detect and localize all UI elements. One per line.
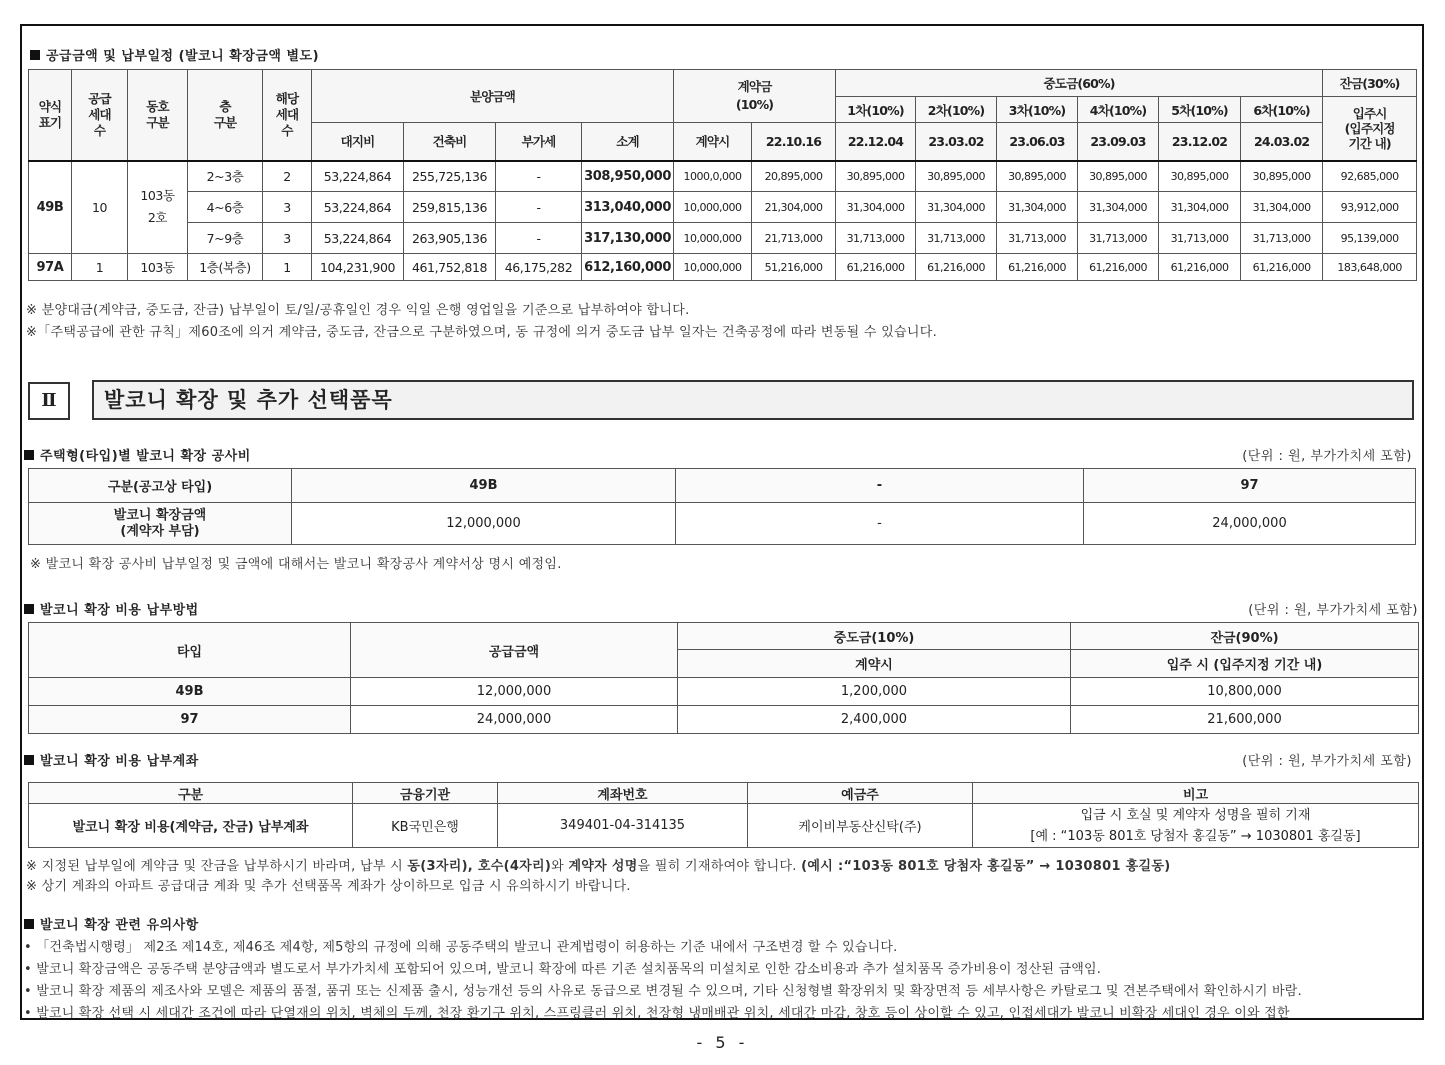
cell-m6: 31,304,000 — [1241, 192, 1323, 223]
cell-vat: - — [496, 192, 582, 223]
cell-m1: 61,216,000 — [836, 254, 916, 281]
cell-construction: 263,905,136 — [404, 223, 496, 254]
cell-category: 발코니 확장 비용(계약금, 잔금) 납부계좌 — [29, 804, 353, 848]
hdr-balance: 잔금(30%) — [1323, 70, 1417, 97]
cell-units: 1 — [72, 254, 128, 281]
cell-vat: 46,175,282 — [496, 254, 582, 281]
table-row — [29, 254, 1417, 281]
cell-dep1: 10,000,000 — [674, 254, 752, 281]
account-unit: (단위 : 원, 부가가치세 포함) — [1242, 754, 1412, 769]
cell-balance: 92,685,000 — [1323, 161, 1417, 192]
cell-dep2: 20,895,000 — [752, 161, 836, 192]
cell-dep1: 10,000,000 — [674, 223, 752, 254]
cell-m6: 30,895,000 — [1241, 161, 1323, 192]
cell-building: 103동 2호 — [128, 161, 188, 254]
cell-floor: 1층(복층) — [188, 254, 263, 281]
cell-amount: 24,000,000 — [351, 706, 678, 734]
cell-m2: 31,304,000 — [916, 192, 997, 223]
cell-construction: 259,815,136 — [404, 192, 496, 223]
cell-middle: 1,200,000 — [678, 678, 1071, 706]
hdr-category: 구분 — [29, 783, 353, 804]
cell-balance: 93,912,000 — [1323, 192, 1417, 223]
cell-subtotal: 612,160,000 — [582, 254, 674, 281]
account-table — [28, 782, 1419, 848]
payment-method-unit: (단위 : 원, 부가가치세 포함) — [1248, 603, 1418, 618]
hdr-m4: 4차(10%) — [1078, 97, 1159, 123]
cell-floor: 4~6층 — [188, 192, 263, 223]
hdr-type-49b: 49B — [292, 469, 676, 503]
cell-balance: 183,648,000 — [1323, 254, 1417, 281]
cell-dep1: 1000,0,000 — [674, 161, 752, 192]
hdr-d4: 23.09.03 — [1078, 123, 1159, 161]
supply-heading: 공급금액 및 납부일정 (발코니 확장금액 별도) — [30, 45, 319, 64]
payment-method-table — [28, 622, 1419, 734]
caution-item: • 발코니 확장금액은 공동주택 분양금액과 별도로서 부가가치세 포함되어 있으며, 발코니 확장에 따른 기존 설치품목의 미설치로 인한 감소비용과 추가 설치품목 증가비용이 정산된 금액임. — [24, 962, 1102, 977]
cell-m2: 30,895,000 — [916, 161, 997, 192]
cell-dep2: 21,304,000 — [752, 192, 836, 223]
cell-count: 3 — [263, 223, 312, 254]
cautions-heading: 발코니 확장 관련 유의사항 — [24, 914, 199, 933]
hdr-land: 대지비 — [312, 123, 404, 161]
cell-blank: - — [676, 503, 1084, 545]
hdr-middle: 중도금(60%) — [836, 70, 1323, 97]
hdr-m5: 5차(10%) — [1159, 97, 1241, 123]
cell-m6: 61,216,000 — [1241, 254, 1323, 281]
cell-building: 103동 — [128, 254, 188, 281]
hdr-deposit-date: 22.10.16 — [752, 123, 836, 161]
cell-subtotal: 308,950,000 — [582, 161, 674, 192]
balcony-cost-unit: (단위 : 원, 부가가치세 포함) — [1242, 449, 1412, 464]
cell-floor: 2~3층 — [188, 161, 263, 192]
hdr-holder: 예금주 — [748, 783, 973, 804]
cell-m4: 31,713,000 — [1078, 223, 1159, 254]
cell-floor: 7~9층 — [188, 223, 263, 254]
account-heading: 발코니 확장 비용 납부계좌 — [24, 750, 199, 769]
hdr-units: 공급 세대 수 — [72, 70, 128, 161]
cell-dep2: 21,713,000 — [752, 223, 836, 254]
hdr-d5: 23.12.02 — [1159, 123, 1241, 161]
cell-m1: 31,304,000 — [836, 192, 916, 223]
cell-49b: 12,000,000 — [292, 503, 676, 545]
hdr-bank: 금융기관 — [353, 783, 498, 804]
memo-line-1: 입금 시 호실 및 계약자 성명을 필히 기재 — [1080, 807, 1311, 823]
cell-m5: 61,216,000 — [1159, 254, 1241, 281]
supply-note-2: ※「주택공급에 관한 규칙」제60조에 의거 계약금, 중도금, 잔금으로 구분하였으며, 동 규정에 의거 중도금 납부 일자는 건축공정에 따라 변동될 수 있습니다. — [26, 325, 938, 340]
supply-note-1: ※ 분양대금(계약금, 중도금, 잔금) 납부일이 토/일/공휴일인 경우 익일 은행 영업일을 기준으로 납부하여야 합니다. — [26, 303, 690, 318]
hdr-amount: 공급금액 — [351, 623, 678, 678]
hdr-sale-price: 분양금액 — [312, 70, 674, 123]
hdr-m6: 6차(10%) — [1241, 97, 1323, 123]
balcony-cost-heading: 주택형(타입)별 발코니 확장 공사비 — [24, 445, 251, 464]
hdr-account: 계좌번호 — [498, 783, 748, 804]
hdr-m2: 2차(10%) — [916, 97, 997, 123]
hdr-d6: 24.03.02 — [1241, 123, 1323, 161]
cell-account-number: 349401-04-314135 — [498, 804, 748, 848]
hdr-balance: 잔금(90%) — [1071, 623, 1419, 650]
cell-m1: 31,713,000 — [836, 223, 916, 254]
account-note-1: ※ 지정된 납부일에 계약금 및 잔금을 납부하시기 바라며, 납부 시 동(3자리), 호수(4자리)와 계약자 성명을 필히 기재하여야 합니다. (예시 :“103동 801호 당첨자 홍길동” → 1030801 홍길동) — [26, 859, 1171, 874]
cell-type: 49B — [29, 678, 351, 706]
cell-units: 10 — [72, 161, 128, 254]
hdr-deposit-at: 계약시 — [674, 123, 752, 161]
hdr-m1: 1차(10%) — [836, 97, 916, 123]
payment-method-heading: 발코니 확장 비용 납부방법 — [24, 599, 199, 618]
page-number: - 5 - — [696, 1033, 749, 1052]
caution-item: • 발코니 확장 제품의 제조사와 모델은 제품의 품절, 품귀 또는 신제품 출시, 성능개선 등의 사유로 동급으로 변경될 수 있으며, 기타 신청형별 확장위치 및 확장면적 등 세부사항은 카탈로그 및 견본주택에서 확인하시기 바람. — [24, 984, 1302, 999]
cell-m3: 61,216,000 — [997, 254, 1078, 281]
supply-table — [28, 69, 1417, 281]
balcony-cost-table — [28, 468, 1416, 545]
account-note-2: ※ 상기 계좌의 아파트 공급대금 계좌 및 추가 선택품목 계좌가 상이하므로 입금 시 유의하시기 바랍니다. — [26, 879, 631, 894]
cell-m5: 31,304,000 — [1159, 192, 1241, 223]
cell-bank: KB국민은행 — [353, 804, 498, 848]
cell-m3: 31,304,000 — [997, 192, 1078, 223]
table-row — [29, 161, 1417, 192]
cell-land: 53,224,864 — [312, 223, 404, 254]
cell-m4: 31,304,000 — [1078, 192, 1159, 223]
cell-count: 2 — [263, 161, 312, 192]
hdr-building: 동호 구분 — [128, 70, 188, 161]
cell-subtotal: 317,130,000 — [582, 223, 674, 254]
cell-m3: 31,713,000 — [997, 223, 1078, 254]
cell-97: 24,000,000 — [1084, 503, 1416, 545]
table-row — [29, 223, 1417, 254]
cell-land: 53,224,864 — [312, 161, 404, 192]
hdr-subtotal: 소계 — [582, 123, 674, 161]
memo-line-2: [예 : “103동 801호 당첨자 홍길동” → 1030801 홍길동] — [1030, 828, 1361, 844]
cell-middle: 2,400,000 — [678, 706, 1071, 734]
hdr-type-blank: - — [676, 469, 1084, 503]
hdr-type: 타입 — [29, 623, 351, 678]
table-row — [29, 192, 1417, 223]
hdr-m3: 3차(10%) — [997, 97, 1078, 123]
hdr-d2: 23.03.02 — [916, 123, 997, 161]
cell-count: 1 — [263, 254, 312, 281]
balcony-cost-note: ※ 발코니 확장 공사비 납부일정 및 금액에 대해서는 발코니 확장공사 계약서상 명시 예정임. — [30, 557, 562, 572]
hdr-type: 약식 표기 — [29, 70, 72, 161]
cell-m6: 31,713,000 — [1241, 223, 1323, 254]
cell-m2: 31,713,000 — [916, 223, 997, 254]
row-label: 발코니 확장금액 (계약자 부담) — [29, 503, 292, 545]
caution-item: • 발코니 확장 선택 시 세대간 조건에 따라 단열재의 위치, 벽체의 두께, 천장 환기구 위치, 스프링클러 위치, 천장형 냉매배관 위치, 세대간 마감, 창호 등이 상이할 수 있고, 인접세대가 발코니 비확장 세대인 경우 이와 접한 — [24, 1006, 1290, 1021]
cell-dep2: 51,216,000 — [752, 254, 836, 281]
cell-m2: 61,216,000 — [916, 254, 997, 281]
cell-m5: 30,895,000 — [1159, 161, 1241, 192]
cell-holder: 케이비부동산신탁(주) — [748, 804, 973, 848]
caution-item: • 「건축법시행령」 제2조 제14호, 제46조 제4항, 제5항의 규정에 의해 공동주택의 발코니 관계법령이 허용하는 기준 내에서 구조변경 할 수 있습니다. — [24, 940, 898, 955]
hdr-balance-when: 입주시 (입주지정 기간 내) — [1323, 97, 1417, 161]
table-row — [29, 503, 1416, 545]
cell-dep1: 10,000,000 — [674, 192, 752, 223]
hdr-category: 구분(공고상 타입) — [29, 469, 292, 503]
cell-amount: 12,000,000 — [351, 678, 678, 706]
hdr-middle: 중도금(10%) — [678, 623, 1071, 650]
cell-vat: - — [496, 161, 582, 192]
hdr-memo: 비고 — [973, 783, 1419, 804]
cell-memo — [973, 804, 1419, 848]
cell-subtotal: 313,040,000 — [582, 192, 674, 223]
cell-m3: 30,895,000 — [997, 161, 1078, 192]
hdr-construction: 건축비 — [404, 123, 496, 161]
table-row — [29, 706, 1419, 734]
hdr-vat: 부가세 — [496, 123, 582, 161]
cell-type: 97A — [29, 254, 72, 281]
cell-type: 97 — [29, 706, 351, 734]
cell-construction: 255,725,136 — [404, 161, 496, 192]
cell-m5: 31,713,000 — [1159, 223, 1241, 254]
hdr-d3: 23.06.03 — [997, 123, 1078, 161]
cell-m4: 30,895,000 — [1078, 161, 1159, 192]
cell-land: 53,224,864 — [312, 192, 404, 223]
cell-vat: - — [496, 223, 582, 254]
section-title: 발코니 확장 및 추가 선택품목 — [92, 380, 1414, 420]
hdr-d1: 22.12.04 — [836, 123, 916, 161]
cell-balance: 10,800,000 — [1071, 678, 1419, 706]
cell-balance: 21,600,000 — [1071, 706, 1419, 734]
cell-m4: 61,216,000 — [1078, 254, 1159, 281]
cell-count: 3 — [263, 192, 312, 223]
cell-balance: 95,139,000 — [1323, 223, 1417, 254]
cell-m1: 30,895,000 — [836, 161, 916, 192]
hdr-floor: 층 구분 — [188, 70, 263, 161]
hdr-deposit: 계약금 (10%) — [674, 70, 836, 123]
table-row — [29, 804, 1419, 848]
hdr-type-97: 97 — [1084, 469, 1416, 503]
hdr-middle-when: 계약시 — [678, 650, 1071, 678]
section-number: Ⅱ — [28, 382, 70, 420]
cell-construction: 461,752,818 — [404, 254, 496, 281]
hdr-balance-when: 입주 시 (입주지정 기간 내) — [1071, 650, 1419, 678]
hdr-applicable: 해당 세대 수 — [263, 70, 312, 161]
table-row — [29, 678, 1419, 706]
cell-type: 49B — [29, 161, 72, 254]
cell-land: 104,231,900 — [312, 254, 404, 281]
